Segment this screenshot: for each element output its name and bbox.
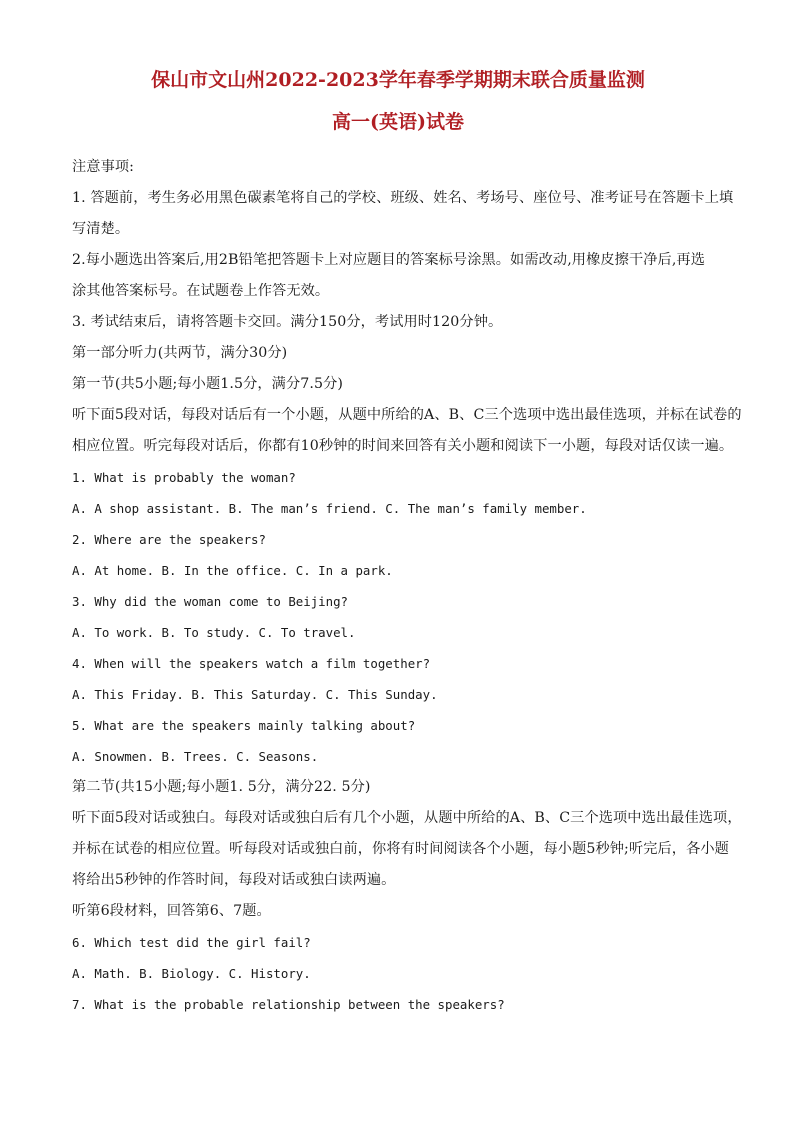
note-item-3: 3. 考试结束后，请将答题卡交回。满分150分，考试用时120分钟。 [72, 314, 503, 330]
section2-heading: 第二节(共15小题;每小题1. 5分，满分22. 5分) [72, 779, 371, 795]
question-7: 7. What is the probable relationship between the speakers? [72, 997, 505, 1012]
question-6-options: A. Math. B. Biology. C. History. [72, 966, 311, 981]
part1-heading: 第一部分听力(共两节，满分30分) [72, 345, 288, 361]
question-5-options: A. Snowmen. B. Trees. C. Seasons. [72, 749, 319, 764]
material-6-heading: 听第6段材料，回答第6、7题。 [72, 903, 271, 919]
section1-instructions: 听下面5段对话，每段对话后有一个小题，从题中所给的A、B、C三个选项中选出最佳选项，并标在试卷的 [72, 407, 742, 423]
question-4: 4. When will the speakers watch a film together? [72, 656, 431, 671]
section1-heading: 第一节(共5小题;每小题1.5分，满分7.5分) [72, 376, 344, 392]
exam-title: 保山市文山州2022-2023学年春季学期期末联合质量监测 [151, 69, 645, 91]
question-5: 5. What are the speakers mainly talking about? [72, 718, 416, 733]
section1-instructions-cont: 相应位置。听完每段对话后，你都有10秒钟的时间来回答有关小题和阅读下一小题，每段对话仅读一遍。 [72, 438, 734, 454]
question-2-options: A. At home. B. In the office. C. In a park. [72, 563, 393, 578]
note-item-1: 1. 答题前，考生务必用黑色碳素笔将自己的学校、班级、姓名、考场号、座位号、准考证号在答题卡上填 [72, 190, 734, 206]
note-item-2: 2.每小题选出答案后,用2B铅笔把答题卡上对应题目的答案标号涂黑。如需改动,用橡皮擦干净后,再选 [72, 252, 706, 268]
section2-instructions-cont: 并标在试卷的相应位置。听每段对话或独白前，你将有时间阅读各个小题，每小题5秒钟;听完后，各小题 [72, 841, 729, 857]
note-item-2-cont: 涂其他答案标号。在试题卷上作答无效。 [72, 283, 330, 299]
notes-heading: 注意事项: [72, 159, 135, 175]
question-1-options: A. A shop assistant. B. The man’s friend. C. The man’s family member. [72, 501, 587, 516]
exam-subtitle: 高一(英语)试卷 [332, 111, 464, 133]
question-2: 2. Where are the speakers? [72, 532, 266, 547]
question-6: 6. Which test did the girl fail? [72, 935, 311, 950]
question-3-options: A. To work. B. To study. C. To travel. [72, 625, 356, 640]
question-1: 1. What is probably the woman? [72, 470, 296, 485]
question-4-options: A. This Friday. B. This Saturday. C. This Sunday. [72, 687, 438, 702]
section2-instructions-cont-2: 将给出5秒钟的作答时间，每段对话或独白读两遍。 [72, 872, 396, 888]
note-item-1-cont: 写清楚。 [72, 221, 130, 237]
section2-instructions: 听下面5段对话或独白。每段对话或独白后有几个小题，从题中所给的A、B、C三个选项中选出最佳选项， [72, 810, 742, 826]
question-3: 3. Why did the woman come to Beijing? [72, 594, 349, 609]
exam-page [72, 66, 742, 1020]
